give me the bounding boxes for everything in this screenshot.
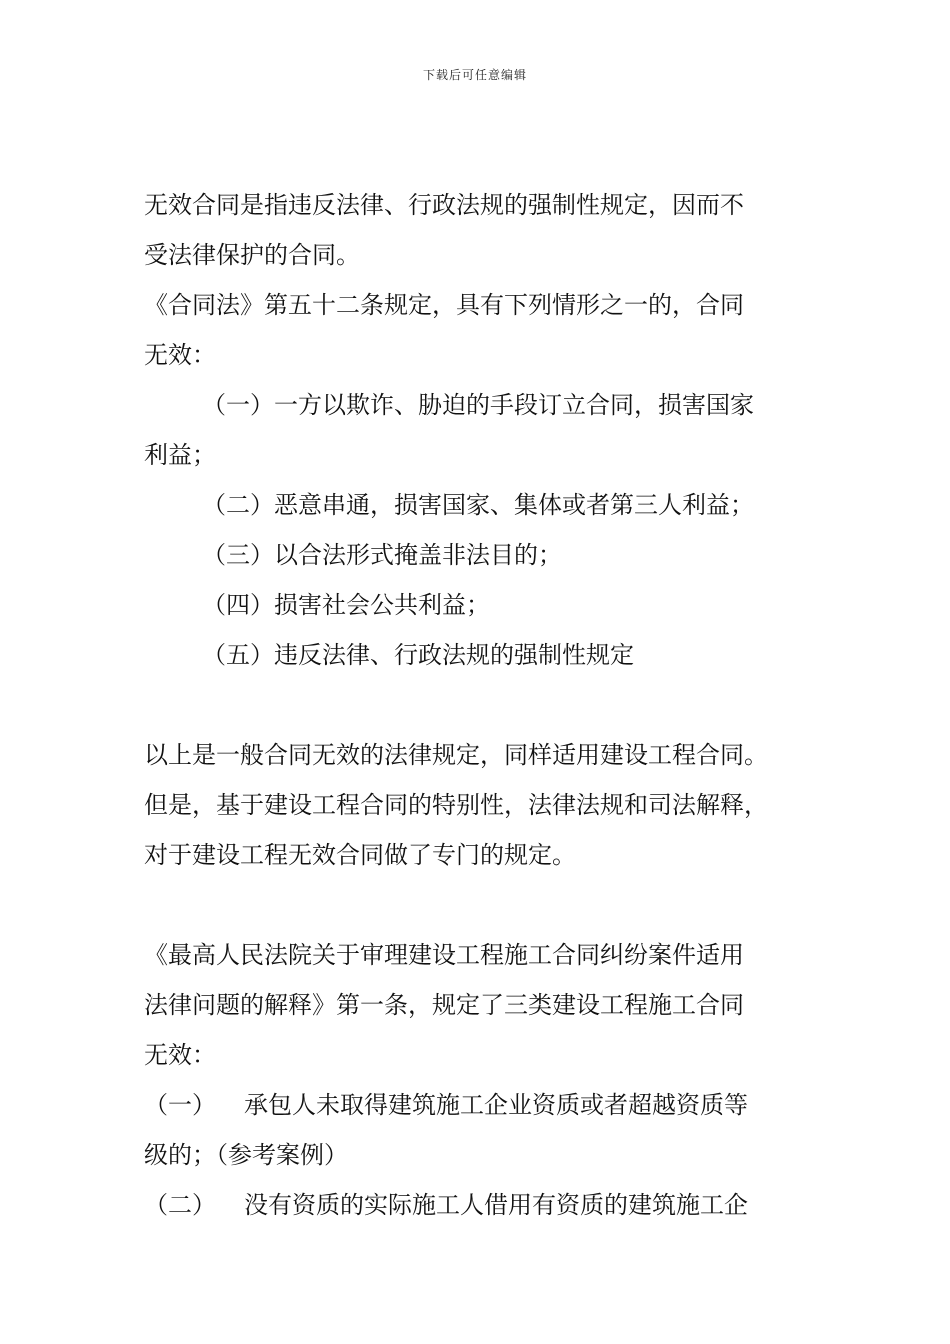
paragraph-line: 法律问题的解释》第一条，规定了三类建设工程施工合同 [144,991,744,1019]
document-body [144,180,804,1230]
list-item: （二）恶意串通，损害国家、集体或者第三人利益； [202,491,754,519]
paragraph-line: 无效合同是指违反法律、行政法规的强制性规定，因而不 [144,191,744,219]
paragraph-spacer [144,680,804,730]
paragraph-line: 对于建设工程无效合同做了专门的规定。 [144,841,576,869]
paragraph-line: 《最高人民法院关于审理建设工程施工合同纠纷案件适用 [144,941,744,969]
list-item-number: （一） [144,1091,216,1119]
header-note: 下载后可任意编辑 [422,68,527,82]
list-item-continuation: 利益； [144,441,216,469]
list-item [144,1180,804,1230]
paragraph-line: 无效： [144,1041,216,1069]
list-item: （四）损害社会公共利益； [202,591,490,619]
list-item: （三）以合法形式掩盖非法目的； [202,541,562,569]
paragraph-line: 但是，基于建设工程合同的特别性，法律法规和司法解释， [144,791,768,819]
list-item: （一）一方以欺诈、胁迫的手段订立合同，损害国家 [202,391,754,419]
list-item-number: （二） [144,1191,216,1219]
list-item [144,1080,804,1130]
paragraph-line: 《合同法》第五十二条规定，具有下列情形之一的，合同 [144,291,744,319]
paragraph-line: 以上是一般合同无效的法律规定，同样适用建设工程合同。 [144,741,768,769]
paragraph-line: 受法律保护的合同。 [144,241,360,269]
paragraph-spacer [144,880,804,930]
list-item-continuation: 级的；（参考案例） [144,1141,348,1169]
paragraph-line: 无效： [144,341,216,369]
list-item-text: 没有资质的实际施工人借用有资质的建筑施工企 [244,1191,748,1219]
list-item: （五）违反法律、行政法规的强制性规定 [202,641,634,669]
list-item-text: 承包人未取得建筑施工企业资质或者超越资质等 [244,1091,748,1119]
